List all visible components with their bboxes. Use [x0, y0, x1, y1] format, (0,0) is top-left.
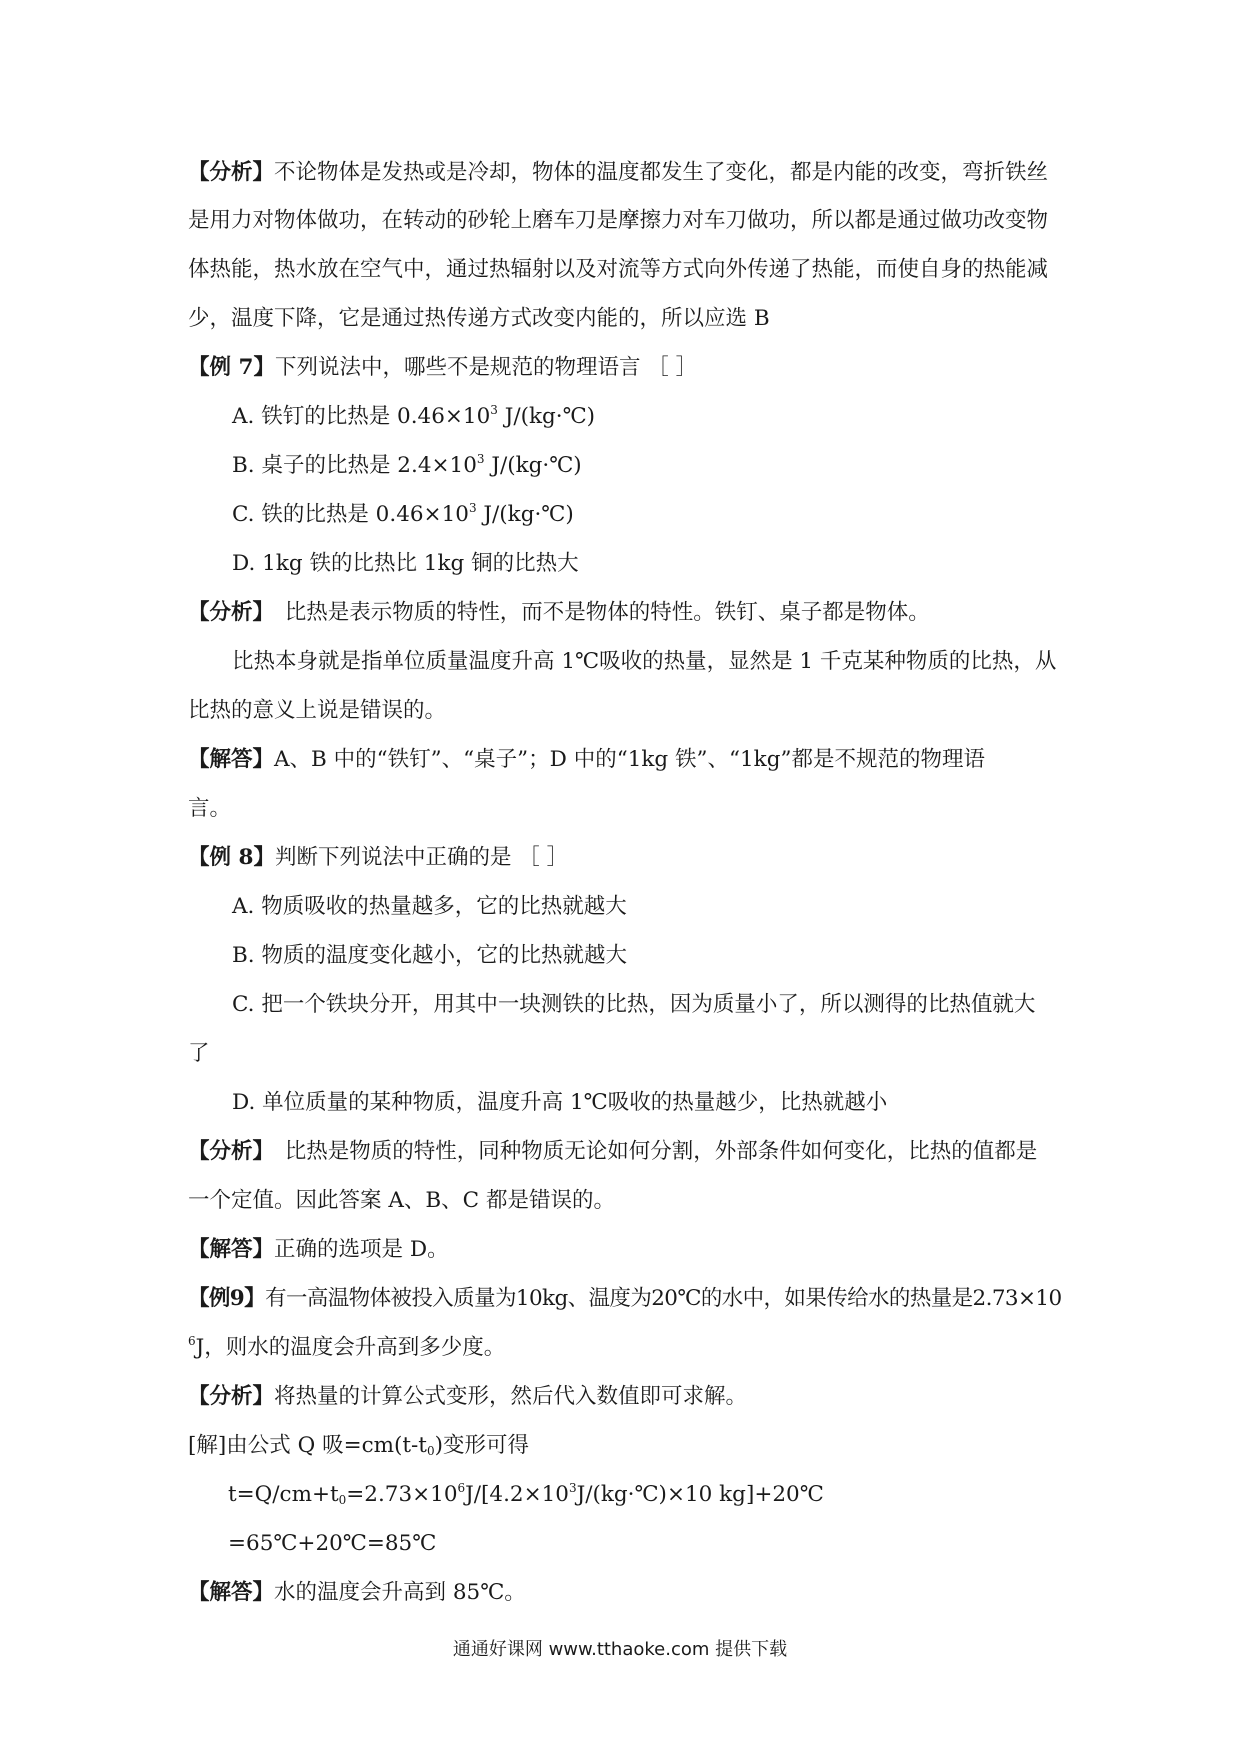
example-8-question: 【例 8】判断下列说法中正确的是 ［ ］ — [188, 845, 569, 870]
text-line: 一个定值。因此答案 A、B、C 都是错误的。 — [188, 1188, 615, 1213]
example-8-option-b: B. 物质的温度变化越小，它的比热就越大 — [232, 943, 627, 968]
example-8-option-d: D. 单位质量的某种物质，温度升高 1℃吸收的热量越少，比热就越小 — [232, 1090, 888, 1115]
example-7-answer: 【解答】A、B 中的“铁钉”、“桌子”；D 中的“1kg 铁”、“1kg”都是不规范的物理语 — [188, 747, 985, 772]
text-line: 是用力对物体做功，在转动的砂轮上磨车刀是摩擦力对车刀做功，所以都是通过做功改变物 — [188, 208, 1049, 233]
text-line: 比热的意义上说是错误的。 — [188, 698, 447, 723]
example-8-option-a: A. 物质吸收的热量越多，它的比热就越大 — [232, 894, 627, 919]
example-9-answer: 【解答】水的温度会升高到 85℃。 — [188, 1580, 526, 1605]
answer-label: 【解答】 — [188, 1237, 275, 1262]
text-line: 了 — [188, 1041, 210, 1066]
analysis-label: 【分析】 — [188, 1384, 275, 1409]
example-label: 【例 8】 — [188, 845, 275, 870]
example-label: 【例 7】 — [188, 355, 275, 380]
analysis-label: 【分析】 — [188, 160, 275, 185]
example-7-analysis: 【分析】 比热是表示物质的特性，而不是物体的特性。铁钉、桌子都是物体。 — [188, 600, 930, 625]
example-9-solution: [解]由公式 Q 吸$=cm(t-t_0)$变形可得 — [188, 1433, 529, 1458]
example-9-equation-1: $t=Q/cm+t_0=2.73\times 10^6J/[4.2\times 10^3J/(kg\cdot℃)\times 10$ kg]+20℃ — [228, 1481, 824, 1507]
analysis-label: 【分析】 — [188, 1139, 264, 1164]
example-8-answer: 【解答】正确的选项是 D。 — [188, 1237, 449, 1262]
example-7-option-b: B. 桌子的比热是 $2.4\times 10^3$ J/(kg·℃) — [232, 452, 582, 478]
analysis-paragraph-line — [188, 162, 1048, 184]
example-9-question-cont: $^6$J，则水的温度会升高到多少度。 — [188, 1334, 506, 1360]
text-line: 少，温度下降，它是通过热传递方式改变内能的，所以应选 B — [188, 306, 770, 331]
text-line: 体热能，热水放在空气中，通过热辐射以及对流等方式向外传递了热能，而使自身的热能减 — [188, 257, 1049, 282]
text-line: 比热本身就是指单位质量温度升高 1℃吸收的热量，显然是 1 千克某种物质的比热，从 — [232, 649, 1057, 674]
example-label: 【例9】 — [188, 1286, 266, 1311]
example-7-option-d: D. 1kg 铁的比热比 1kg 铜的比热大 — [232, 551, 579, 576]
answer-label: 【解答】 — [188, 747, 275, 772]
example-9-analysis: 【分析】将热量的计算公式变形，然后代入数值即可求解。 — [188, 1384, 748, 1409]
text-line: 言。 — [188, 796, 232, 821]
example-7-question — [188, 357, 697, 379]
solution-label: [解] — [188, 1433, 227, 1458]
example-7-option-c: C. 铁的比热是 $0.46\times 10^3$ J/(kg·℃) — [232, 501, 574, 527]
analysis-label: 【分析】 — [188, 600, 264, 625]
example-8-option-c: C. 把一个铁块分开，用其中一块测铁的比热，因为质量小了，所以测得的比热值就大 — [232, 992, 1036, 1017]
example-9-equation-2: =65℃+20℃=85℃ — [228, 1531, 437, 1556]
text: 不论物体是发热或是冷却，物体的温度都发生了变化，都是内能的改变，弯折铁丝 — [274, 160, 1049, 185]
answer-label: 【解答】 — [188, 1580, 275, 1605]
example-9-question: 【例9】有一高温物体被投入质量为10kg、温度为20℃的水中，如果传给水的热量是2.73×10 — [188, 1286, 1062, 1311]
page-footer: 通通好课网 www.tthaoke.com 提供下载 — [452, 1639, 788, 1660]
example-7-option-a: A. 铁钉的比热是 $0.46\times 10^3$ J/(kg·℃) — [232, 403, 596, 429]
example-8-analysis: 【分析】 比热是物质的特性，同种物质无论如何分割，外部条件如何变化，比热的值都是 — [188, 1139, 1038, 1164]
text: 下列说法中，哪些不是规范的物理语言 ［ ］ — [274, 355, 698, 380]
